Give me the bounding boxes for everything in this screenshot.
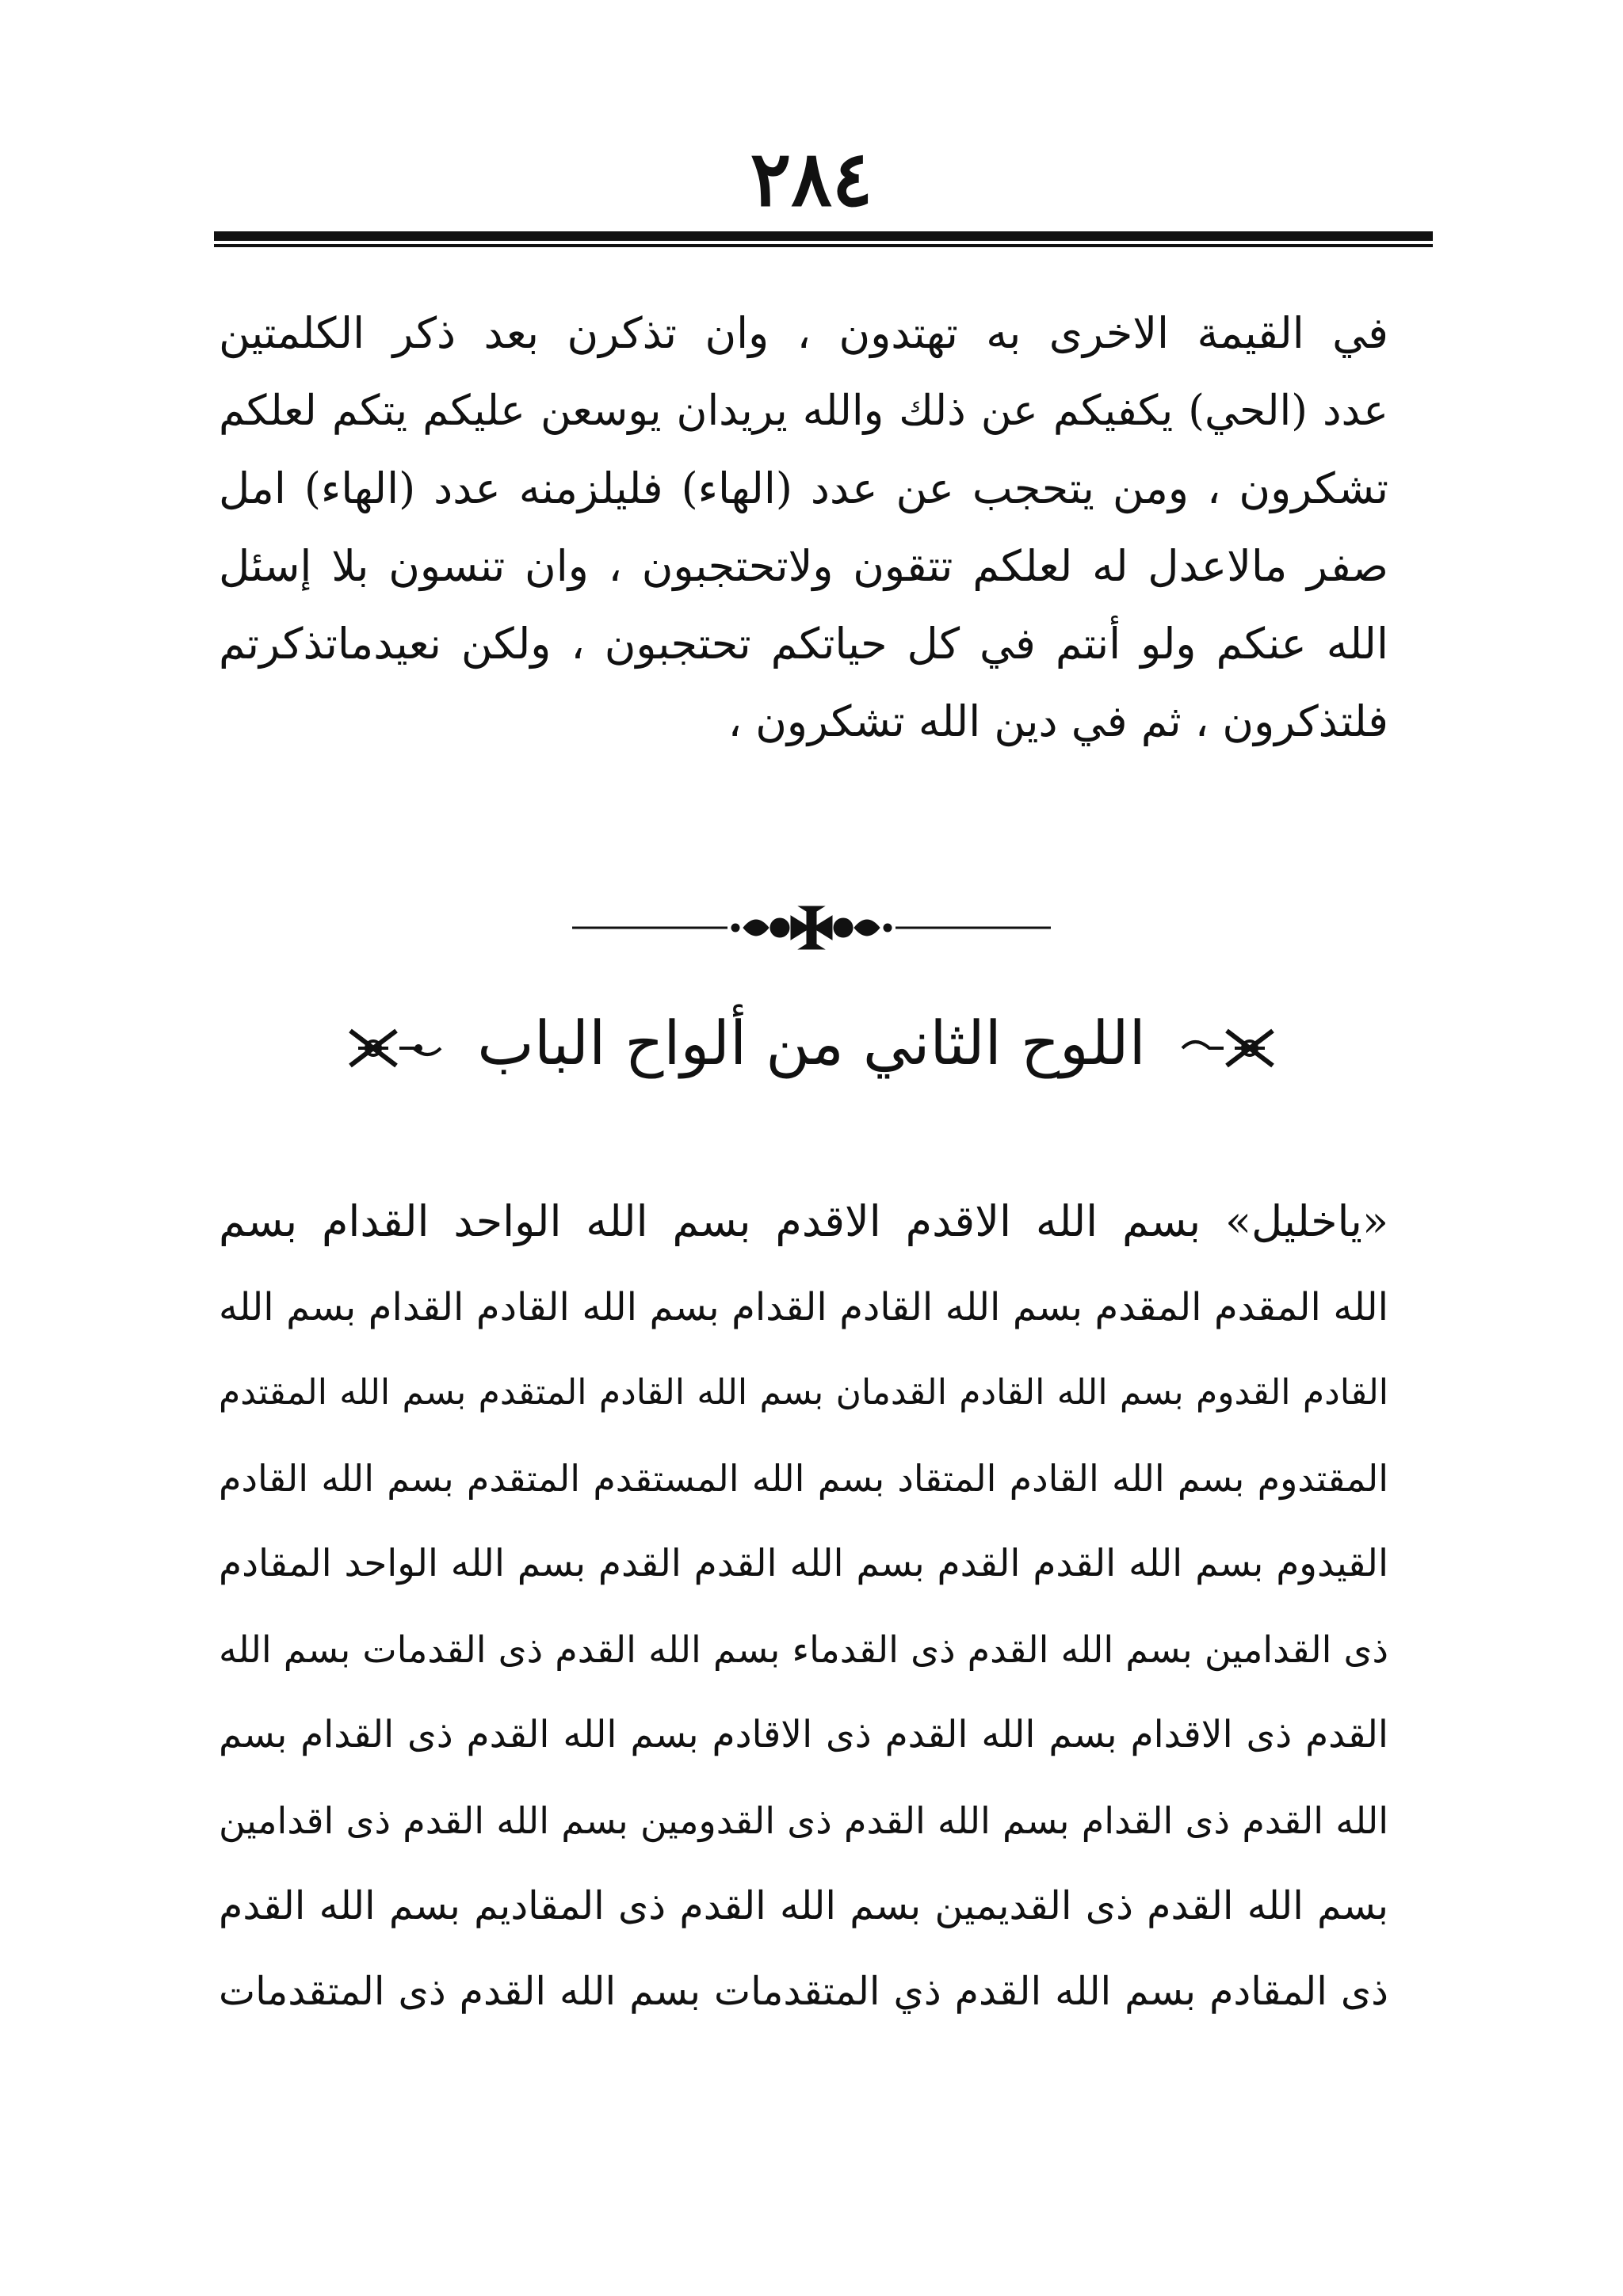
- paragraph-1-line: في القيمة الاخرى به تهتدون ، وان تذكرن بعد ذكر الكلمتين: [219, 308, 1388, 358]
- paragraph-2-line: المقتدوم بسم الله القادم المتقاد بسم الله المستقدم المتقدم بسم الله القادم: [219, 1457, 1388, 1500]
- paragraph-2-line: القيدوم بسم الله القدم القدم بسم الله القدم القدم بسم الله الواحد المقادم: [219, 1542, 1388, 1585]
- ornamental-divider: [572, 900, 1051, 955]
- paragraph-1-line: فلتذكرون ، ثم في دين الله تشكرون ،: [727, 696, 1388, 746]
- paragraph-2-line: القدم ذى الاقدام بسم الله القدم ذى الاقادم بسم الله القدم ذى القدام بسم: [219, 1713, 1388, 1756]
- header-rule: [214, 231, 1433, 249]
- paragraph-1-line: عدد (الحي) يكفيكم عن ذلك والله يريدان يوسعن عليكم يتكم لعلكم: [219, 387, 1388, 435]
- page-number: ٢٨٤: [750, 134, 873, 223]
- paragraph-2-line: الله المقدم المقدم بسم الله القادم القدام بسم الله القادم القدام بسم الله: [219, 1285, 1388, 1329]
- paragraph-2-line: القادم القدوم بسم الله القادم القدمان بسم الله القادم المتقدم بسم الله المقتدم: [219, 1372, 1388, 1413]
- title-ornament-right-icon: [1179, 1024, 1282, 1072]
- title-ornament-left-icon: [341, 1024, 444, 1072]
- paragraph-2-line: الله القدم ذى القدام بسم الله القدم ذى القدومين بسم الله القدم ذى اقدامين: [219, 1799, 1388, 1842]
- section-title-text: اللوح الثاني من ألواح الباب: [477, 1008, 1146, 1078]
- paragraph-1-line: الله عنكم ولو أنتم في كل حياتكم تحتجبون ، ولكن نعيدماتذكرتم: [219, 619, 1388, 669]
- paragraph-2: [219, 1179, 1388, 2035]
- paragraph-1-line: تشكرون ، ومن يتحجب عن عدد (الهاء) فليلزمنه عدد (الهاء) امل: [219, 463, 1388, 513]
- paragraph-2-line: ذى المقادم بسم الله القدم ذي المتقدمات بسم الله القدم ذى المتقدمات: [219, 1969, 1388, 2014]
- paragraph-1: [219, 295, 1388, 761]
- paragraph-2-line: ذى القدامين بسم الله القدم ذى القدماء بسم الله القدم ذى القدمات بسم الله: [219, 1628, 1388, 1671]
- section-title: [0, 1000, 1623, 1087]
- paragraph-2-line: بسم الله القدم ذى القديمين بسم الله القدم ذى المقاديم بسم الله القدم: [219, 1883, 1388, 1928]
- paragraph-2-line: «ياخليل» بسم الله الاقدم الاقدم بسم الله الواحد القدام بسم: [219, 1196, 1388, 1246]
- paragraph-1-line: صفر مالاعدل له لعلكم تتقون ولاتحتجبون ، وان تنسون بلا إسئل: [219, 541, 1388, 591]
